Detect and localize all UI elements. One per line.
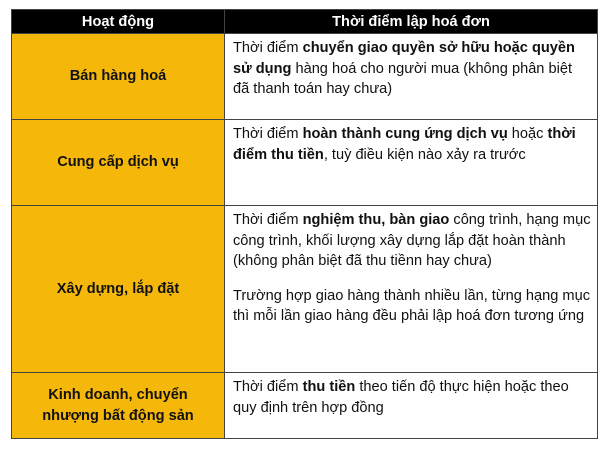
timing-emphasis: chuyển giao quyền sở hữu hoặc quyền sử dụng	[233, 40, 575, 77]
activity-cell: Kinh doanh, chuyển nhượng bất động sản	[12, 373, 225, 439]
timing-text: theo tiến độ thực hiện hoặc theo quy định trên hợp đồng	[233, 379, 569, 416]
invoice-timing-table	[11, 9, 598, 439]
header-invoice-timing: Thời điểm lập hoá đơn	[225, 10, 598, 34]
timing-text: , tuỳ điều kiện nào xảy ra trước	[323, 146, 526, 163]
invoice-timing-table-container	[11, 9, 597, 439]
timing-cell	[225, 34, 598, 120]
timing-text: hàng hoá cho người mua (không phân biệt đã thanh toán hay chưa)	[233, 60, 573, 97]
timing-text: hoặc	[507, 126, 548, 142]
timing-emphasis: nghiệm thu, bàn giao	[302, 212, 450, 228]
table-row	[12, 373, 598, 439]
timing-paragraph: Trường hợp giao hàng thành nhiều lần, từng hạng mục thì mỗi lần giao hàng đều phải lập hoá đơn tương ứng	[233, 287, 591, 324]
timing-text: công trình, hạng mục công trình, khối lượng xây dựng lắp đặt hoàn thành (không phân biệt đã thu tiềnn hay chưa)	[233, 212, 591, 269]
activity-cell: Bán hàng hoá	[12, 34, 225, 120]
activity-cell: Xây dựng, lắp đặt	[12, 206, 225, 373]
timing-text: Thời điểm	[233, 126, 303, 142]
table-row	[12, 34, 598, 120]
timing-text: Thời điểm	[233, 40, 303, 56]
timing-emphasis: hoàn thành cung ứng dịch vụ	[302, 126, 508, 142]
timing-paragraph	[233, 124, 591, 165]
timing-paragraph	[233, 38, 591, 100]
timing-emphasis: thu tiền	[302, 379, 356, 395]
timing-text: Thời điểm	[233, 379, 303, 395]
timing-cell	[225, 120, 598, 206]
timing-cell	[225, 206, 598, 373]
activity-cell: Cung cấp dịch vụ	[12, 120, 225, 206]
timing-text: Thời điểm	[233, 212, 303, 228]
table-row	[12, 120, 598, 206]
timing-paragraph	[233, 210, 591, 272]
timing-emphasis: thời điểm thu tiền	[233, 126, 576, 163]
timing-cell	[225, 373, 598, 439]
timing-paragraph	[233, 377, 591, 418]
table-row	[12, 206, 598, 373]
table-header-row	[12, 10, 598, 34]
header-activity: Hoạt động	[12, 10, 225, 34]
